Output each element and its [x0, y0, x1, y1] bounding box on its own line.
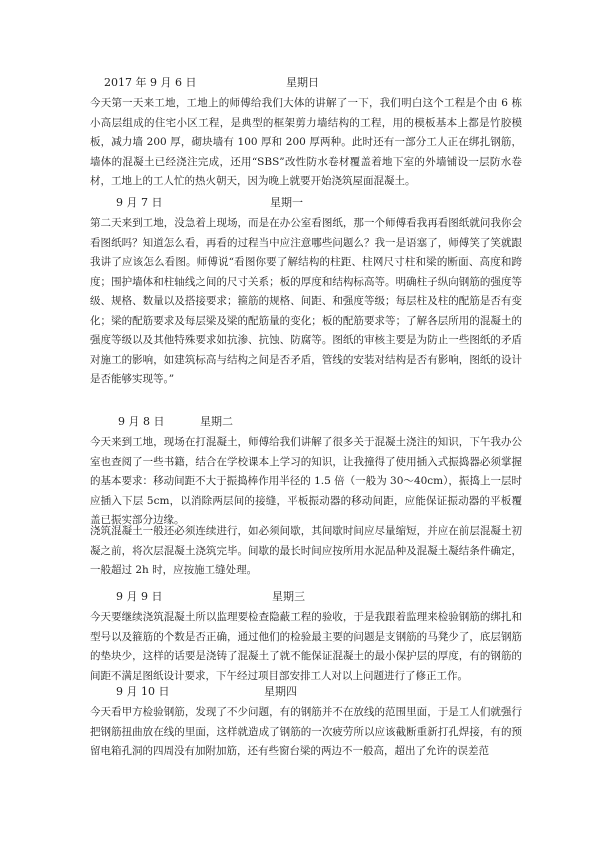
entry-weekday: 星期四 [264, 685, 297, 698]
entry-weekday: 星期一 [270, 196, 303, 209]
entry-paragraph: 今天要继续浇筑混凝土所以监理要检查隐蔽工程的验收，于是我跟着监理来检验钢筋的绑扎和型号以及箍筋的个数是否正确，通过他们的检验最主要的问题是支钢筋的马凳少了，底层钢筋的垫块少，这样的话要是浇铸了混凝土了就不能保证混凝土的最小保护层的厚度，有的钢筋的间距不满足图纸设计要求，下午经过项目部安排工人对以上问题进行了修正工作。 [90, 611, 522, 682]
entry-weekday: 星期三 [272, 590, 305, 603]
entry-paragraph: 今天第一天来工地，工地上的师傅给我们大体的讲解了一下，我们明白这个工程是个由 6 栋小高层组成的住宅小区工程，是典型的框架剪力墙结构的工程，用的模板基本上都是竹胶模板，减力墙 200 厚，砌块墙有 100 厚和 200 厚两种。此时还有一部分工人正在绑扎钢筋，墙体的混凝土已经浇注完成，还用“SBS”改性防水卷材覆盖着地下室的外墙铺设一层防水卷材，工地上的工人忙的热火朝天，因为晚上就要开始浇筑屋面混凝土。 [90, 97, 522, 187]
entry-paragraph: 浇筑混凝土一般还必须连续进行，如必须间歇，其间歇时间应尽量缩短，并应在前层混凝土初凝之前，将次层混凝土浇筑完毕。间歇的最长时间应按所用水泥品种及混凝土凝结条件确定，一般超过 2h 时，应按施工缝处理。 [90, 525, 522, 576]
entry-paragraph: 今天看甲方检验钢筋，发现了不少问题，有的钢筋并不在放线的范围里面，于是工人们就强行把钢筋扭曲放在线的里面，这样就造成了钢筋的一次疲劳所以应该截断重新打孔焊接，有的预留电箱孔洞的四周没有加附加筋，还有些窗台梁的两边不一般高，超出了允许的误差范 [90, 706, 522, 757]
entry-paragraph: 第二天来到工地，没急着上现场，而是在办公室看图纸，那一个师傅看我再看图纸就问我你会看图纸吗？知道怎么看，再看的过程当中应注意哪些问题么？我一是语塞了，师傅笑了笑就跟我讲了应该怎么看图。师傅说“看图你要了解结构的柱距、柱网尺寸柱和梁的断面、高度和跨度；围护墙体和柱轴线之间的尺寸关系；板的厚度和结构标高等。明确柱子纵向钢筋的强度等级、规格、数量以及搭接要求；箍筋的规格、间距、和强度等级；每层柱及柱的配筋是否有变化；梁的配筋要求及每层梁及梁的配筋量的变化；板的配筋要求等；了解各层所用的混凝土的强度等级以及其他特殊要求如抗渗、抗蚀、防腐等。图纸的审核主要是为防止一些图纸的矛盾对施工的影响，如建筑标高与结构之间是否矛盾，管线的安装对结构是否有影响，图纸的设计是否能够实现等。” [90, 217, 522, 385]
entry-weekday: 星期二 [200, 415, 233, 428]
entry-date: 9 月 8 日 [118, 415, 165, 428]
entry-date: 9 月 10 日 [116, 685, 170, 698]
entry-paragraph: 今天来到工地，现场在打混凝土，师傅给我们讲解了很多关于混凝土浇注的知识，下午我办公室也查阅了一些书籍，结合在学校课本上学习的知识，让我撞得了使用插入式振捣器必须掌握的基本要求：移动间距不大于振捣棒作用半径的 1.5 倍（一般为 30～40cm），振捣上一层时应插入下层 5cm，以消除两层间的接缝，平板振动器的移动间距，应能保证振动器的平板覆盖已振实部分边缘。 [90, 436, 522, 526]
entry-weekday: 星期日 [286, 76, 319, 89]
entry-date: 9 月 9 日 [116, 590, 163, 603]
entry-date: 2017 年 9 月 6 日 [104, 76, 197, 89]
entry-date: 9 月 7 日 [116, 196, 163, 209]
